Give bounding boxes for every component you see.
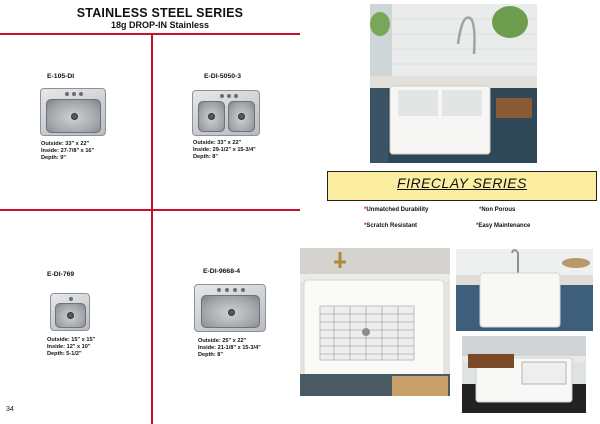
sink-illustration bbox=[300, 248, 450, 396]
sink-bowl-right bbox=[228, 101, 255, 132]
sink-bowl bbox=[55, 303, 86, 328]
sink-image-e9668 bbox=[194, 284, 266, 332]
feature-scratch-resistant bbox=[364, 223, 417, 229]
sink-illustration bbox=[456, 249, 593, 331]
fireclay-sink-photo-small-top bbox=[456, 249, 593, 331]
product-specs-1 bbox=[41, 141, 94, 163]
faucet-hole bbox=[72, 92, 76, 96]
faucet-hole bbox=[227, 94, 231, 98]
feature-non-porous bbox=[479, 207, 515, 213]
fireclay-title: FIRECLAY SERIES bbox=[397, 175, 527, 191]
feature-unmatched-durability bbox=[364, 207, 428, 213]
bullet-star: * bbox=[364, 207, 367, 213]
fireclay-sink-photo-large bbox=[300, 248, 450, 396]
divider-top bbox=[0, 33, 300, 35]
spec-depth: Depth: 9" bbox=[41, 155, 67, 162]
faucet-hole bbox=[233, 288, 237, 292]
faucet-hole bbox=[65, 92, 69, 96]
sink-bowl bbox=[46, 99, 101, 133]
spec-inside: Inside: 29-1/2" x 15-3/4" bbox=[193, 147, 256, 154]
faucet-hole bbox=[217, 288, 221, 292]
faucet-hole bbox=[220, 94, 224, 98]
divider-vertical bbox=[151, 33, 153, 424]
bullet-star: * bbox=[364, 223, 367, 229]
product-specs-4 bbox=[198, 338, 261, 360]
sink-image-e5050 bbox=[192, 90, 260, 136]
faucet-hole bbox=[225, 288, 229, 292]
spec-outside: Outside: 33" x 22" bbox=[193, 140, 242, 146]
feature-label: Scratch Resistant bbox=[366, 223, 418, 229]
drain bbox=[208, 113, 215, 120]
page-title: STAINLESS STEEL SERIES bbox=[76, 6, 244, 20]
divider-middle bbox=[0, 209, 300, 211]
feature-label: Easy Maintenance bbox=[478, 223, 531, 229]
sink-image-e105 bbox=[40, 88, 106, 136]
sink-bowl bbox=[201, 295, 260, 328]
product-specs-3 bbox=[47, 337, 95, 359]
faucet-hole bbox=[79, 92, 83, 96]
drain bbox=[228, 309, 235, 316]
faucet-hole bbox=[69, 297, 73, 301]
product-model-3: E-DI-769 bbox=[47, 271, 75, 278]
spec-inside: Inside: 12" x 10" bbox=[47, 344, 91, 351]
product-model-2: E-DI-5050-3 bbox=[204, 73, 242, 80]
bullet-star: * bbox=[476, 223, 479, 229]
spec-inside: Inside: 21-1/8" x 15-3/4" bbox=[198, 345, 261, 352]
feature-label: Unmatched Durability bbox=[366, 207, 429, 213]
feature-label: Non Porous bbox=[481, 207, 516, 213]
sink-illustration bbox=[462, 336, 586, 413]
product-model-4: E-DI-9668-4 bbox=[203, 268, 241, 275]
drain bbox=[67, 312, 74, 319]
spec-depth: Depth: 5-1/2" bbox=[47, 351, 82, 358]
page-subtitle: 18g DROP-IN Stainless bbox=[110, 20, 210, 30]
product-specs-2 bbox=[193, 140, 256, 162]
feature-easy-maintenance bbox=[476, 223, 530, 229]
spec-outside: Outside: 25" x 22" bbox=[198, 338, 247, 344]
page-number: 34 bbox=[6, 406, 14, 413]
drain bbox=[238, 113, 245, 120]
spec-outside: Outside: 33" x 22" bbox=[41, 141, 90, 147]
drain bbox=[71, 113, 78, 120]
product-model-1: E-105-DI bbox=[47, 73, 75, 80]
sink-image-e769 bbox=[50, 293, 90, 331]
faucet-hole bbox=[234, 94, 238, 98]
spec-depth: Depth: 8" bbox=[198, 352, 224, 359]
fireclay-kitchen-photo-top bbox=[370, 4, 537, 163]
spec-depth: Depth: 8" bbox=[193, 154, 219, 161]
bullet-star: * bbox=[479, 207, 482, 213]
spec-outside: Outside: 15" x 15" bbox=[47, 337, 96, 343]
fireclay-sink-photo-small-bottom bbox=[462, 336, 586, 413]
faucet-hole bbox=[241, 288, 245, 292]
kitchen-illustration bbox=[370, 4, 537, 163]
sink-bowl-left bbox=[198, 101, 225, 132]
spec-inside: Inside: 27-7/8" x 16" bbox=[41, 148, 95, 155]
